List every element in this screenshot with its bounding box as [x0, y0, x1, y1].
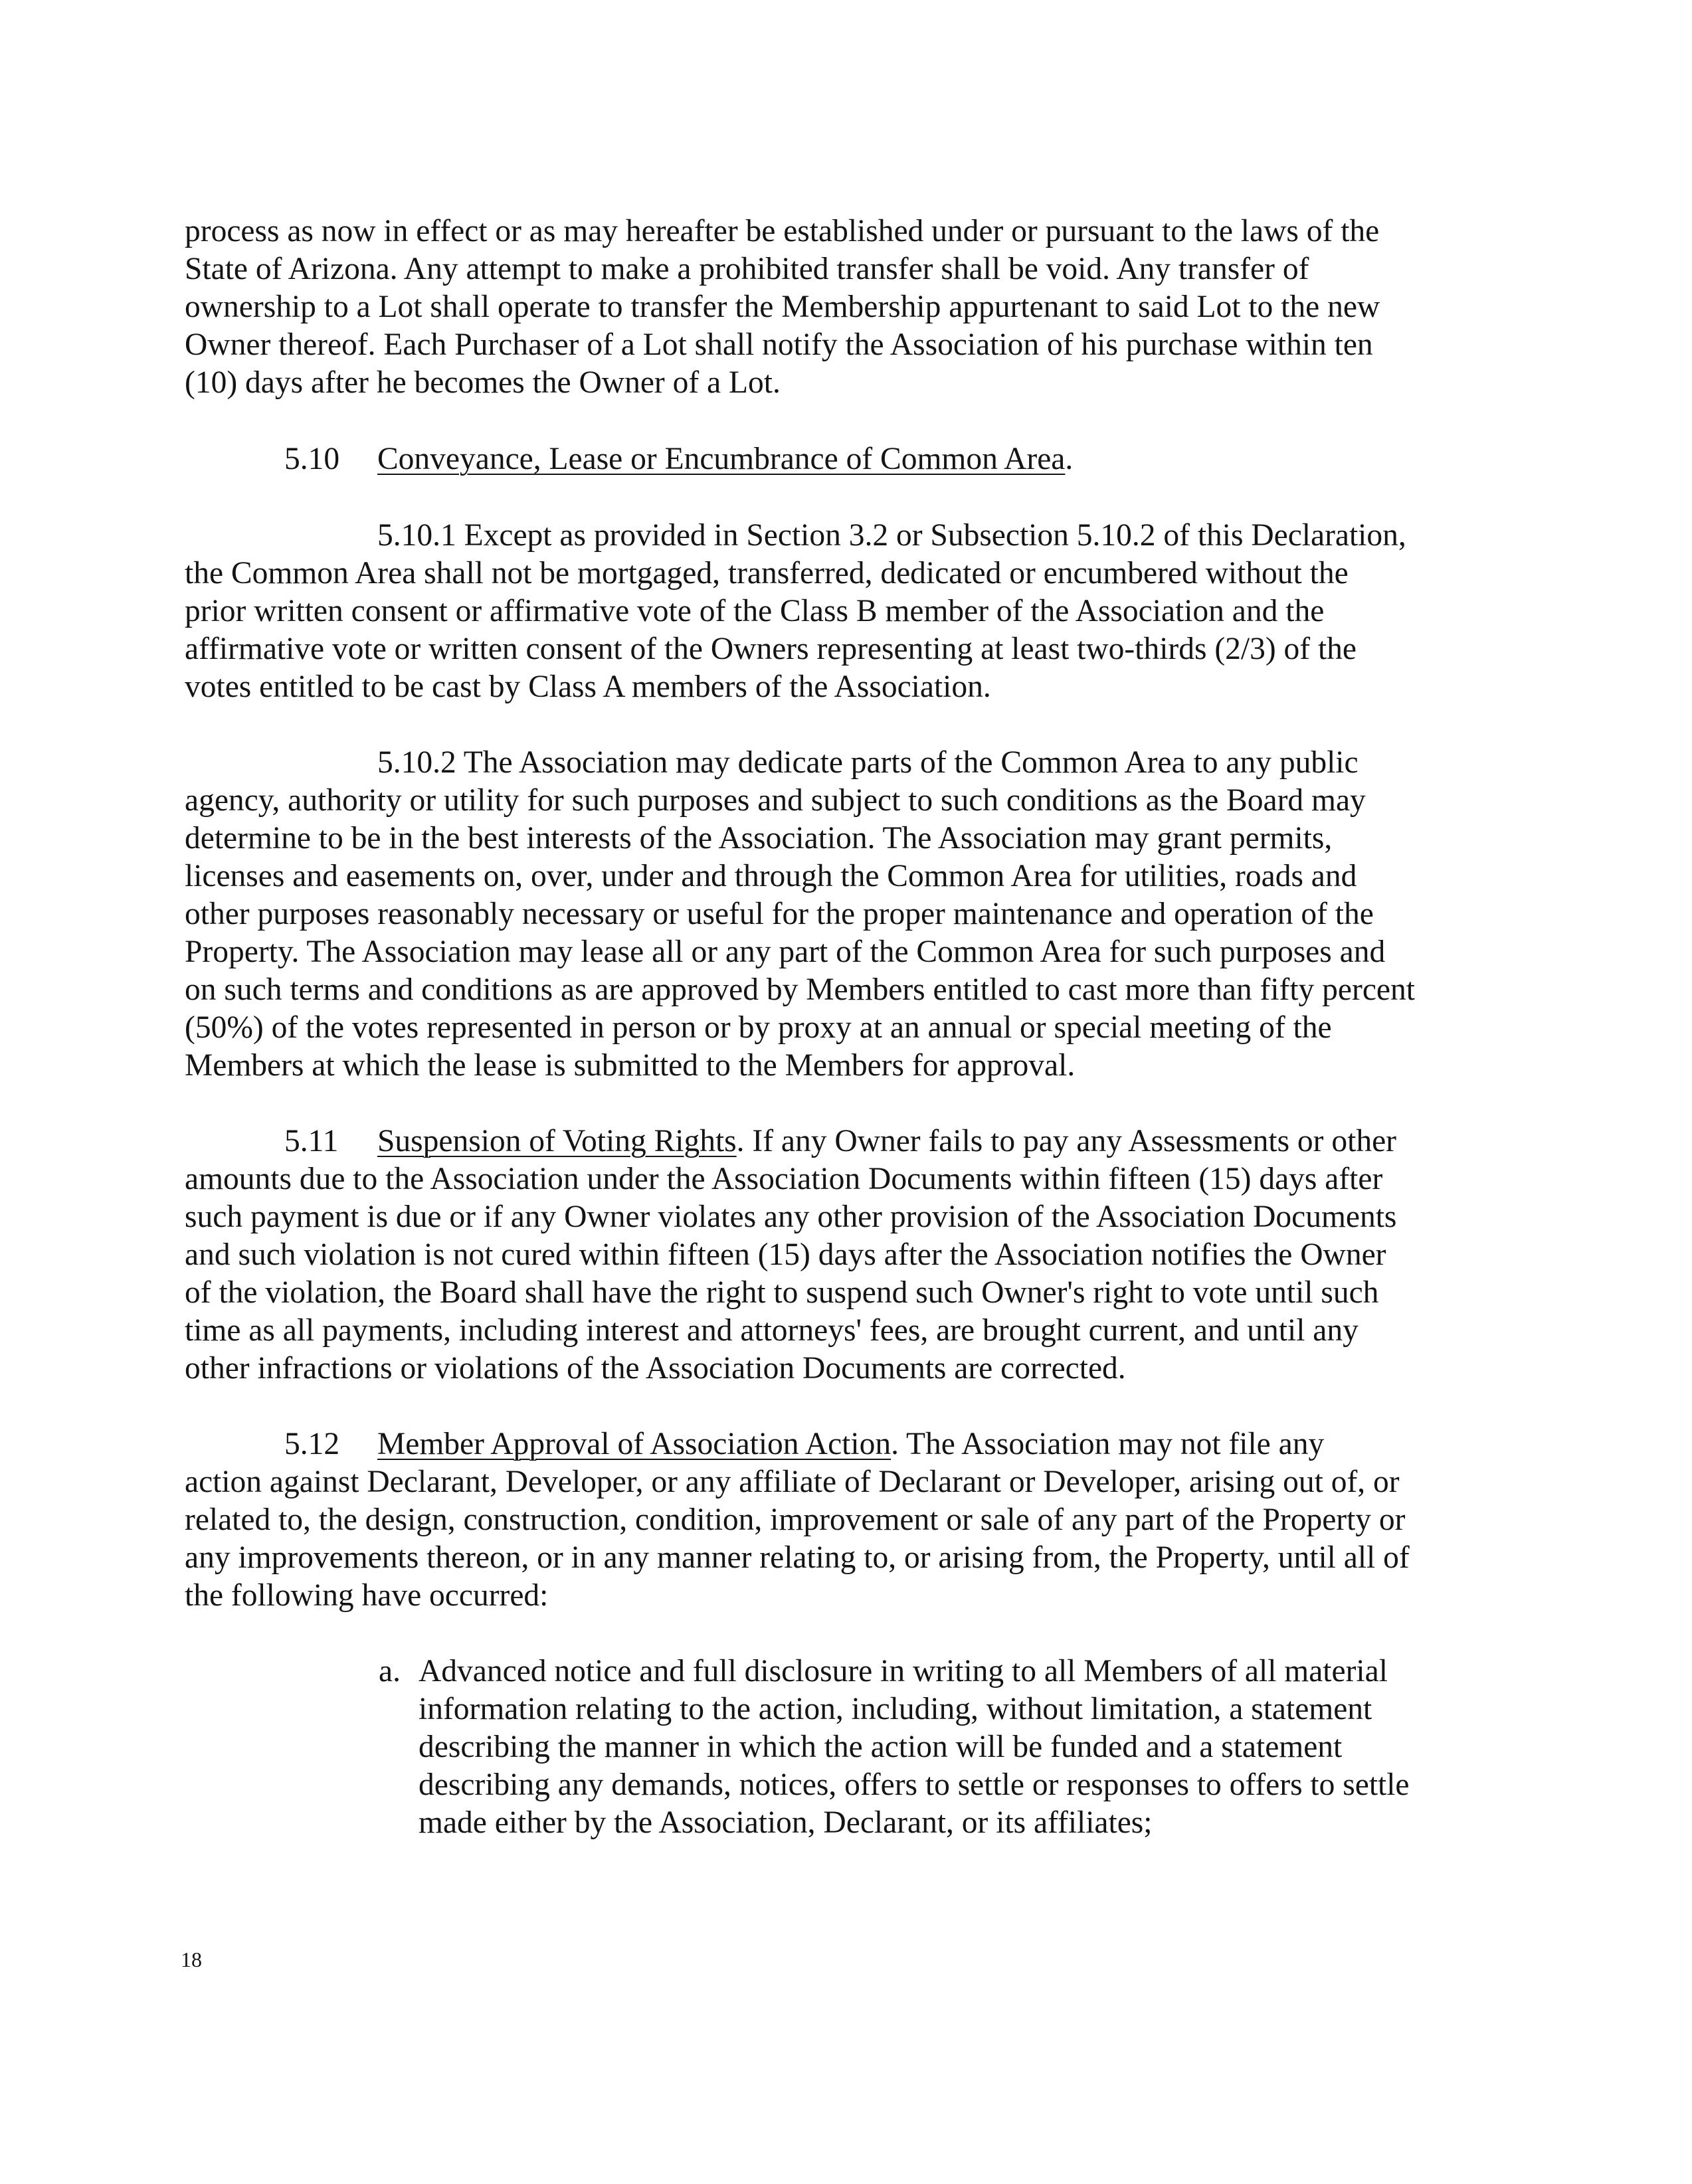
text-line: agency, authority or utility for such purposes and subject to such conditions as the Board may — [185, 783, 1366, 818]
text-line: information relating to the action, including, without limitation, a statement — [419, 1692, 1372, 1726]
text-line: other purposes reasonably necessary or useful for the proper maintenance and operation of the — [185, 897, 1374, 931]
text-line: and such violation is not cured within fifteen (15) days after the Association notifies the Owner — [185, 1237, 1386, 1272]
text-line: State of Arizona. Any attempt to make a prohibited transfer shall be void. Any transfer of — [185, 252, 1309, 286]
text-line: process as now in effect or as may hereafter be established under or pursuant to the laws of the — [185, 214, 1380, 248]
text-line: . If any Owner fails to pay any Assessments or other — [736, 1124, 1396, 1158]
section-title-punct: . — [1065, 442, 1074, 476]
text-line: any improvements thereon, or in any manner relating to, or arising from, the Property, until all of — [185, 1540, 1410, 1575]
text-line: votes entitled to be cast by Class A members of the Association. — [185, 670, 991, 704]
section-title: Member Approval of Association Action — [377, 1427, 892, 1461]
text-line: the following have occurred: — [185, 1578, 549, 1613]
section-number: 5.10 — [284, 442, 340, 476]
subsection-5-10-2 — [185, 744, 1507, 1085]
section-5-10-heading — [185, 440, 1507, 478]
text-line: The Association may dedicate parts of the Common Area to any public — [456, 745, 1359, 780]
text-line: other infractions or violations of the Association Documents are corrected. — [185, 1351, 1126, 1386]
section-5-11 — [185, 1123, 1507, 1388]
text-line: determine to be in the best interests of the Association. The Association may grant permits, — [185, 821, 1333, 856]
section-title: Conveyance, Lease or Encumbrance of Common Area — [377, 442, 1066, 476]
text-line: Owner thereof. Each Purchaser of a Lot shall notify the Association of his purchase within ten — [185, 327, 1373, 362]
section-number: 5.11 — [284, 1124, 339, 1158]
text-line: (10) days after he becomes the Owner of a Lot. — [185, 365, 781, 400]
subsection-number: 5.10.1 — [377, 518, 456, 553]
text-line: amounts due to the Association under the Association Documents within fifteen (15) days after — [185, 1162, 1383, 1196]
text-line: prior written consent or affirmative vote of the Class B member of the Association and the — [185, 594, 1325, 628]
page-number: 18 — [181, 1948, 202, 1971]
text-line: ownership to a Lot shall operate to transfer the Membership appurtenant to said Lot to the new — [185, 290, 1380, 324]
text-line: Property. The Association may lease all or any part of the Common Area for such purposes and — [185, 935, 1386, 969]
text-line: licenses and easements on, over, under and through the Common Area for utilities, roads and — [185, 859, 1357, 893]
text-line: (50%) of the votes represented in person or by proxy at an annual or special meeting of the — [185, 1010, 1332, 1045]
text-line: on such terms and conditions as are approved by Members entitled to cast more than fifty percent — [185, 972, 1415, 1007]
text-line: describing any demands, notices, offers to settle or responses to offers to settle — [419, 1768, 1410, 1802]
text-line: of the violation, the Board shall have the right to suspend such Owner's right to vote until such — [185, 1275, 1379, 1310]
text-line: time as all payments, including interest and attorneys' fees, are brought current, and until any — [185, 1313, 1359, 1348]
text-line: such payment is due or if any Owner violates any other provision of the Association Documents — [185, 1200, 1397, 1234]
text-line: . The Association may not file any — [891, 1427, 1325, 1461]
text-line: Advanced notice and full disclosure in writing to all Members of all material — [419, 1654, 1388, 1688]
text-line: Except as provided in Section 3.2 or Subsection 5.10.2 of this Declaration, — [456, 518, 1406, 553]
text-line: related to, the design, construction, condition, improvement or sale of any part of the Property or — [185, 1502, 1406, 1537]
section-title: Suspension of Voting Rights — [377, 1124, 737, 1158]
subsection-5-10-1 — [185, 517, 1507, 706]
text-line: describing the manner in which the action will be funded and a statement — [419, 1730, 1343, 1764]
paragraph-continuation — [185, 213, 1507, 402]
text-line: the Common Area shall not be mortgaged, transferred, dedicated or encumbered without the — [185, 556, 1349, 591]
section-5-12 — [185, 1425, 1507, 1615]
section-number: 5.12 — [284, 1427, 340, 1461]
list-marker: a. — [379, 1654, 401, 1688]
text-line: made either by the Association, Declarant, or its affiliates; — [419, 1805, 1153, 1840]
text-line: affirmative vote or written consent of the Owners representing at least two-thirds (2/3) of the — [185, 632, 1357, 666]
text-line: Members at which the lease is submitted to the Members for approval. — [185, 1048, 1076, 1083]
subsection-number: 5.10.2 — [377, 745, 456, 780]
list-item-body — [419, 1653, 1410, 1842]
text-line: action against Declarant, Developer, or any affiliate of Declarant or Developer, arising out of, or — [185, 1465, 1400, 1499]
